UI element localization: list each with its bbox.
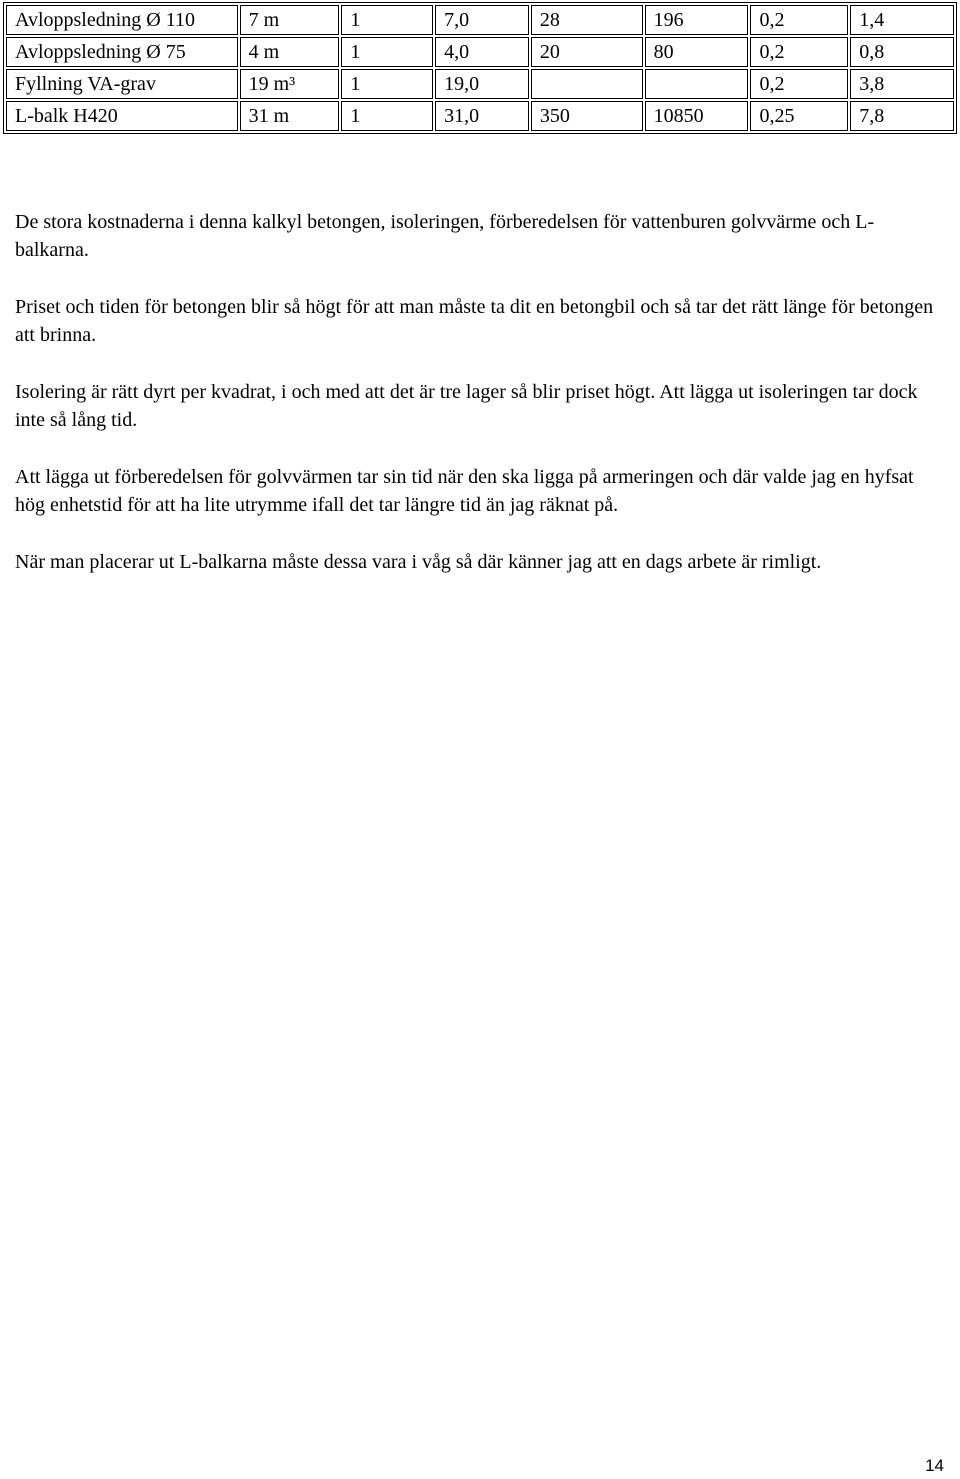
table-cell: 0,2 <box>750 69 848 99</box>
table-cell: 3,8 <box>850 69 954 99</box>
page-number: 14 <box>925 1456 944 1475</box>
table-row <box>6 5 954 35</box>
table-row <box>6 37 954 67</box>
table-cell: 350 <box>531 101 643 131</box>
table-cell <box>645 69 749 99</box>
paragraph-l-beams: När man placerar ut L-balkarna måste dessa vara i våg så där känner jag att en dags arbete är rimligt. <box>15 551 822 573</box>
quantity-cell: 4 m <box>240 37 340 67</box>
table-cell: 1 <box>341 101 433 131</box>
table-cell: 10850 <box>645 101 749 131</box>
table-cell: 1,4 <box>850 5 954 35</box>
paragraph-cost-summary: De stora kostnaderna i denna kalkyl betongen, isoleringen, förberedelsen för vattenburen golvvärme och L-balkarna. <box>15 211 875 261</box>
cost-table <box>3 2 957 134</box>
quantity-cell: 7 m <box>240 5 340 35</box>
table-row <box>6 101 954 131</box>
paragraph-floor-heating: Att lägga ut förberedelsen för golvvärmen tar sin tid när den ska ligga på armeringen och där valde jag en hyfsat hög enhetstid för att ha lite utrymme ifall det tar längre tid än jag räknat på. <box>15 466 914 516</box>
table-cell: 0,2 <box>750 5 848 35</box>
quantity-cell: 31 m <box>240 101 340 131</box>
paragraph-concrete: Priset och tiden för betongen blir så högt för att man måste ta dit en betongbil och så tar det rätt länge för betongen att brinna. <box>15 296 934 346</box>
table-row <box>6 69 954 99</box>
table-cell: 196 <box>645 5 749 35</box>
paragraph-insulation: Isolering är rätt dyrt per kvadrat, i och med att det är tre lager så blir priset högt. Att lägga ut isoleringen tar dock inte så lång tid. <box>15 381 918 431</box>
table-cell: 80 <box>645 37 749 67</box>
table-cell: 1 <box>341 37 433 67</box>
item-name-cell: Avloppsledning Ø 110 <box>6 5 238 35</box>
quantity-cell: 19 m³ <box>240 69 340 99</box>
table-cell: 1 <box>341 5 433 35</box>
table-cell: 7,8 <box>850 101 954 131</box>
table-cell: 7,0 <box>435 5 529 35</box>
table-cell: 1 <box>341 69 433 99</box>
table-cell: 0,25 <box>750 101 848 131</box>
item-name-cell: Fyllning VA-grav <box>6 69 238 99</box>
table-cell: 0,8 <box>850 37 954 67</box>
table-cell: 4,0 <box>435 37 529 67</box>
table-cell: 19,0 <box>435 69 529 99</box>
table-cell <box>531 69 643 99</box>
table-cell: 31,0 <box>435 101 529 131</box>
table-cell: 0,2 <box>750 37 848 67</box>
item-name-cell: Avloppsledning Ø 75 <box>6 37 238 67</box>
table-cell: 20 <box>531 37 643 67</box>
item-name-cell: L-balk H420 <box>6 101 238 131</box>
table-cell: 28 <box>531 5 643 35</box>
body-text <box>15 208 945 605</box>
